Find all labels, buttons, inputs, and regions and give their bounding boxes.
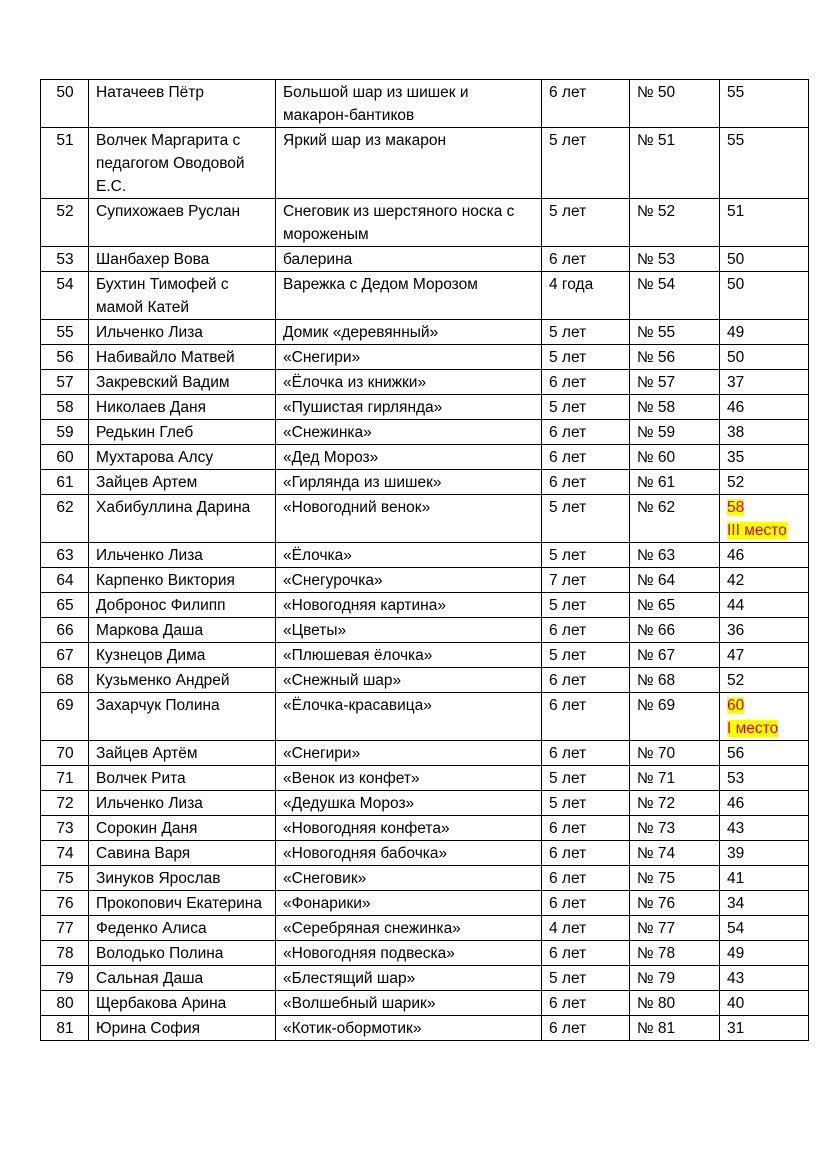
work-title-cell: «Пушистая гирлянда» bbox=[276, 395, 542, 420]
participant-age-cell: 5 лет bbox=[542, 791, 630, 816]
score-cell: 43 bbox=[720, 966, 809, 991]
table-row bbox=[41, 470, 809, 495]
row-number-cell: 77 bbox=[41, 916, 89, 941]
table-row bbox=[41, 495, 809, 543]
score-cell: 41 bbox=[720, 866, 809, 891]
score-cell: 42 bbox=[720, 568, 809, 593]
score-cell: 46 bbox=[720, 791, 809, 816]
row-number-cell: 55 bbox=[41, 320, 89, 345]
score-cell bbox=[720, 495, 809, 543]
row-number-cell: 66 bbox=[41, 618, 89, 643]
score-cell: 56 bbox=[720, 741, 809, 766]
work-title-cell: «Дедушка Мороз» bbox=[276, 791, 542, 816]
participant-name-cell: Карпенко Виктория bbox=[89, 568, 276, 593]
participant-age-cell: 4 лет bbox=[542, 916, 630, 941]
score-cell: 52 bbox=[720, 668, 809, 693]
score-cell: 44 bbox=[720, 593, 809, 618]
work-title-cell: «Новогодняя подвеска» bbox=[276, 941, 542, 966]
table-row bbox=[41, 816, 809, 841]
score-cell: 50 bbox=[720, 345, 809, 370]
entry-number-cell: № 59 bbox=[630, 420, 720, 445]
table-row bbox=[41, 916, 809, 941]
entry-number-cell: № 61 bbox=[630, 470, 720, 495]
participant-age-cell: 7 лет bbox=[542, 568, 630, 593]
entry-number-cell: № 56 bbox=[630, 345, 720, 370]
work-title-cell: «Новогодняя конфета» bbox=[276, 816, 542, 841]
participant-age-cell: 6 лет bbox=[542, 816, 630, 841]
participant-name-cell: Доброноc Филипп bbox=[89, 593, 276, 618]
results-table-body bbox=[41, 80, 809, 1041]
row-number-cell: 70 bbox=[41, 741, 89, 766]
participant-name-cell: Кузнецов Дима bbox=[89, 643, 276, 668]
table-row bbox=[41, 791, 809, 816]
score-cell: 51 bbox=[720, 199, 809, 247]
work-title-cell: Большой шар из шишек и макарон-бантиков bbox=[276, 80, 542, 128]
participant-name-cell: Зайцев Артем bbox=[89, 470, 276, 495]
table-row bbox=[41, 543, 809, 568]
entry-number-cell: № 79 bbox=[630, 966, 720, 991]
score-cell: 40 bbox=[720, 991, 809, 1016]
work-title-cell: «Новогодняя бабочка» bbox=[276, 841, 542, 866]
participant-age-cell: 6 лет bbox=[542, 841, 630, 866]
table-row bbox=[41, 618, 809, 643]
entry-number-cell: № 70 bbox=[630, 741, 720, 766]
table-row bbox=[41, 345, 809, 370]
row-number-cell: 64 bbox=[41, 568, 89, 593]
work-title-cell: «Снеговик» bbox=[276, 866, 542, 891]
table-row bbox=[41, 766, 809, 791]
row-number-cell: 59 bbox=[41, 420, 89, 445]
score-cell: 49 bbox=[720, 941, 809, 966]
participant-age-cell: 5 лет bbox=[542, 966, 630, 991]
participant-name-cell: Хабибуллина Дарина bbox=[89, 495, 276, 543]
entry-number-cell: № 78 bbox=[630, 941, 720, 966]
participant-name-cell: Закревский Вадим bbox=[89, 370, 276, 395]
work-title-cell: «Фонарики» bbox=[276, 891, 542, 916]
table-row bbox=[41, 741, 809, 766]
entry-number-cell: № 53 bbox=[630, 247, 720, 272]
participant-age-cell: 5 лет bbox=[542, 345, 630, 370]
participant-name-cell: Володько Полина bbox=[89, 941, 276, 966]
place-highlight: I место bbox=[727, 720, 779, 737]
entry-number-cell: № 55 bbox=[630, 320, 720, 345]
table-row bbox=[41, 991, 809, 1016]
work-title-cell: «Ёлочка» bbox=[276, 543, 542, 568]
work-title-cell: «Венок из конфет» bbox=[276, 766, 542, 791]
table-row bbox=[41, 445, 809, 470]
table-row bbox=[41, 247, 809, 272]
score-cell: 31 bbox=[720, 1016, 809, 1041]
entry-number-cell: № 66 bbox=[630, 618, 720, 643]
entry-number-cell: № 60 bbox=[630, 445, 720, 470]
entry-number-cell: № 57 bbox=[630, 370, 720, 395]
row-number-cell: 68 bbox=[41, 668, 89, 693]
participant-age-cell: 6 лет bbox=[542, 991, 630, 1016]
entry-number-cell: № 77 bbox=[630, 916, 720, 941]
row-number-cell: 51 bbox=[41, 128, 89, 199]
row-number-cell: 62 bbox=[41, 495, 89, 543]
work-title-cell: «Дед Мороз» bbox=[276, 445, 542, 470]
participant-age-cell: 6 лет bbox=[542, 741, 630, 766]
work-title-cell: Варежка с Дедом Морозом bbox=[276, 272, 542, 320]
participant-age-cell: 5 лет bbox=[542, 320, 630, 345]
score-cell: 35 bbox=[720, 445, 809, 470]
participant-name-cell: Сальная Даша bbox=[89, 966, 276, 991]
score-highlight: 60 bbox=[727, 697, 745, 714]
entry-number-cell: № 74 bbox=[630, 841, 720, 866]
participant-name-cell: Набивайло Матвей bbox=[89, 345, 276, 370]
entry-number-cell: № 54 bbox=[630, 272, 720, 320]
participant-name-cell: Волчек Рита bbox=[89, 766, 276, 791]
participant-age-cell: 6 лет bbox=[542, 941, 630, 966]
score-cell: 55 bbox=[720, 80, 809, 128]
participant-age-cell: 5 лет bbox=[542, 495, 630, 543]
row-number-cell: 58 bbox=[41, 395, 89, 420]
work-title-cell: «Цветы» bbox=[276, 618, 542, 643]
participant-name-cell: Прокопович Екатерина bbox=[89, 891, 276, 916]
participant-age-cell: 5 лет bbox=[542, 395, 630, 420]
row-number-cell: 72 bbox=[41, 791, 89, 816]
score-cell: 47 bbox=[720, 643, 809, 668]
work-title-cell: «Снегири» bbox=[276, 345, 542, 370]
participant-name-cell: Супихожаев Руслан bbox=[89, 199, 276, 247]
row-number-cell: 71 bbox=[41, 766, 89, 791]
entry-number-cell: № 80 bbox=[630, 991, 720, 1016]
score-cell: 46 bbox=[720, 543, 809, 568]
participant-name-cell: Бухтин Тимофей с мамой Катей bbox=[89, 272, 276, 320]
row-number-cell: 65 bbox=[41, 593, 89, 618]
work-title-cell: Снеговик из шерстяного носка с мороженым bbox=[276, 199, 542, 247]
participant-age-cell: 5 лет bbox=[542, 643, 630, 668]
table-row bbox=[41, 841, 809, 866]
participant-name-cell: Щербакова Арина bbox=[89, 991, 276, 1016]
participant-name-cell: Николаев Даня bbox=[89, 395, 276, 420]
row-number-cell: 73 bbox=[41, 816, 89, 841]
table-row bbox=[41, 593, 809, 618]
table-row bbox=[41, 395, 809, 420]
entry-number-cell: № 81 bbox=[630, 1016, 720, 1041]
row-number-cell: 79 bbox=[41, 966, 89, 991]
table-row bbox=[41, 199, 809, 247]
participant-age-cell: 5 лет bbox=[542, 128, 630, 199]
participant-age-cell: 6 лет bbox=[542, 618, 630, 643]
table-row bbox=[41, 891, 809, 916]
entry-number-cell: № 75 bbox=[630, 866, 720, 891]
row-number-cell: 67 bbox=[41, 643, 89, 668]
score-cell: 53 bbox=[720, 766, 809, 791]
work-title-cell: «Блестящий шар» bbox=[276, 966, 542, 991]
entry-number-cell: № 73 bbox=[630, 816, 720, 841]
entry-number-cell: № 50 bbox=[630, 80, 720, 128]
row-number-cell: 54 bbox=[41, 272, 89, 320]
score-cell: 50 bbox=[720, 247, 809, 272]
entry-number-cell: № 76 bbox=[630, 891, 720, 916]
row-number-cell: 75 bbox=[41, 866, 89, 891]
row-number-cell: 56 bbox=[41, 345, 89, 370]
participant-age-cell: 5 лет bbox=[542, 543, 630, 568]
score-cell: 43 bbox=[720, 816, 809, 841]
table-row bbox=[41, 80, 809, 128]
participant-name-cell: Маркова Даша bbox=[89, 618, 276, 643]
work-title-cell: «Ёлочка из книжки» bbox=[276, 370, 542, 395]
work-title-cell: «Гирлянда из шишек» bbox=[276, 470, 542, 495]
table-row bbox=[41, 420, 809, 445]
work-title-cell: Яркий шар из макарон bbox=[276, 128, 542, 199]
table-row bbox=[41, 370, 809, 395]
participant-age-cell: 6 лет bbox=[542, 1016, 630, 1041]
participant-age-cell: 6 лет bbox=[542, 420, 630, 445]
row-number-cell: 61 bbox=[41, 470, 89, 495]
participant-name-cell: Ильченко Лиза bbox=[89, 320, 276, 345]
participant-name-cell: Зинуков Ярослав bbox=[89, 866, 276, 891]
row-number-cell: 57 bbox=[41, 370, 89, 395]
score-cell: 38 bbox=[720, 420, 809, 445]
score-highlight: 58 bbox=[727, 499, 745, 516]
participant-name-cell: Сорокин Даня bbox=[89, 816, 276, 841]
table-row bbox=[41, 1016, 809, 1041]
score-cell: 50 bbox=[720, 272, 809, 320]
entry-number-cell: № 72 bbox=[630, 791, 720, 816]
entry-number-cell: № 64 bbox=[630, 568, 720, 593]
work-title-cell: Домик «деревянный» bbox=[276, 320, 542, 345]
table-row bbox=[41, 668, 809, 693]
row-number-cell: 81 bbox=[41, 1016, 89, 1041]
participant-age-cell: 6 лет bbox=[542, 693, 630, 741]
row-number-cell: 53 bbox=[41, 247, 89, 272]
row-number-cell: 52 bbox=[41, 199, 89, 247]
row-number-cell: 50 bbox=[41, 80, 89, 128]
table-row bbox=[41, 128, 809, 199]
results-table bbox=[40, 79, 809, 1041]
entry-number-cell: № 71 bbox=[630, 766, 720, 791]
table-row bbox=[41, 568, 809, 593]
score-cell: 34 bbox=[720, 891, 809, 916]
participant-name-cell: Ильченко Лиза bbox=[89, 543, 276, 568]
work-title-cell: «Снежинка» bbox=[276, 420, 542, 445]
participant-age-cell: 6 лет bbox=[542, 866, 630, 891]
participant-age-cell: 6 лет bbox=[542, 470, 630, 495]
participant-age-cell: 6 лет bbox=[542, 668, 630, 693]
row-number-cell: 60 bbox=[41, 445, 89, 470]
participant-age-cell: 5 лет bbox=[542, 593, 630, 618]
work-title-cell: «Новогодний венок» bbox=[276, 495, 542, 543]
row-number-cell: 80 bbox=[41, 991, 89, 1016]
score-cell: 54 bbox=[720, 916, 809, 941]
entry-number-cell: № 69 bbox=[630, 693, 720, 741]
score-cell: 39 bbox=[720, 841, 809, 866]
participant-age-cell: 5 лет bbox=[542, 199, 630, 247]
row-number-cell: 76 bbox=[41, 891, 89, 916]
participant-age-cell: 4 года bbox=[542, 272, 630, 320]
score-cell: 37 bbox=[720, 370, 809, 395]
participant-name-cell: Феденко Алиса bbox=[89, 916, 276, 941]
participant-name-cell: Волчек Маргарита с педагогом Оводовой Е.С. bbox=[89, 128, 276, 199]
participant-name-cell: Зайцев Артём bbox=[89, 741, 276, 766]
table-row bbox=[41, 866, 809, 891]
participant-name-cell: Савина Варя bbox=[89, 841, 276, 866]
work-title-cell: «Снегири» bbox=[276, 741, 542, 766]
entry-number-cell: № 67 bbox=[630, 643, 720, 668]
participant-age-cell: 6 лет bbox=[542, 370, 630, 395]
participant-age-cell: 6 лет bbox=[542, 445, 630, 470]
work-title-cell: «Котик-обормотик» bbox=[276, 1016, 542, 1041]
table-row bbox=[41, 693, 809, 741]
work-title-cell: «Снегурочка» bbox=[276, 568, 542, 593]
participant-name-cell: Редькин Глеб bbox=[89, 420, 276, 445]
work-title-cell: «Серебряная снежинка» bbox=[276, 916, 542, 941]
participant-name-cell: Кузьменко Андрей bbox=[89, 668, 276, 693]
participant-age-cell: 6 лет bbox=[542, 891, 630, 916]
row-number-cell: 78 bbox=[41, 941, 89, 966]
score-cell: 49 bbox=[720, 320, 809, 345]
table-row bbox=[41, 941, 809, 966]
table-row bbox=[41, 272, 809, 320]
participant-name-cell: Мухтарова Алсу bbox=[89, 445, 276, 470]
table-row bbox=[41, 966, 809, 991]
entry-number-cell: № 63 bbox=[630, 543, 720, 568]
table-row bbox=[41, 643, 809, 668]
participant-name-cell: Юрина София bbox=[89, 1016, 276, 1041]
participant-name-cell: Натачеев Пётр bbox=[89, 80, 276, 128]
score-cell bbox=[720, 693, 809, 741]
table-row bbox=[41, 320, 809, 345]
work-title-cell: «Новогодняя картина» bbox=[276, 593, 542, 618]
participant-name-cell: Захарчук Полина bbox=[89, 693, 276, 741]
work-title-cell: «Ёлочка-красавица» bbox=[276, 693, 542, 741]
entry-number-cell: № 62 bbox=[630, 495, 720, 543]
participant-name-cell: Шанбахер Вова bbox=[89, 247, 276, 272]
entry-number-cell: № 58 bbox=[630, 395, 720, 420]
row-number-cell: 63 bbox=[41, 543, 89, 568]
entry-number-cell: № 68 bbox=[630, 668, 720, 693]
work-title-cell: «Волшебный шарик» bbox=[276, 991, 542, 1016]
work-title-cell: «Снежный шар» bbox=[276, 668, 542, 693]
row-number-cell: 74 bbox=[41, 841, 89, 866]
entry-number-cell: № 52 bbox=[630, 199, 720, 247]
place-highlight: III место bbox=[727, 522, 787, 539]
score-cell: 36 bbox=[720, 618, 809, 643]
row-number-cell: 69 bbox=[41, 693, 89, 741]
score-cell: 52 bbox=[720, 470, 809, 495]
participant-age-cell: 5 лет bbox=[542, 766, 630, 791]
participant-name-cell: Ильченко Лиза bbox=[89, 791, 276, 816]
entry-number-cell: № 51 bbox=[630, 128, 720, 199]
entry-number-cell: № 65 bbox=[630, 593, 720, 618]
participant-age-cell: 6 лет bbox=[542, 80, 630, 128]
work-title-cell: «Плюшевая ёлочка» bbox=[276, 643, 542, 668]
work-title-cell: балерина bbox=[276, 247, 542, 272]
score-cell: 55 bbox=[720, 128, 809, 199]
participant-age-cell: 6 лет bbox=[542, 247, 630, 272]
score-cell: 46 bbox=[720, 395, 809, 420]
